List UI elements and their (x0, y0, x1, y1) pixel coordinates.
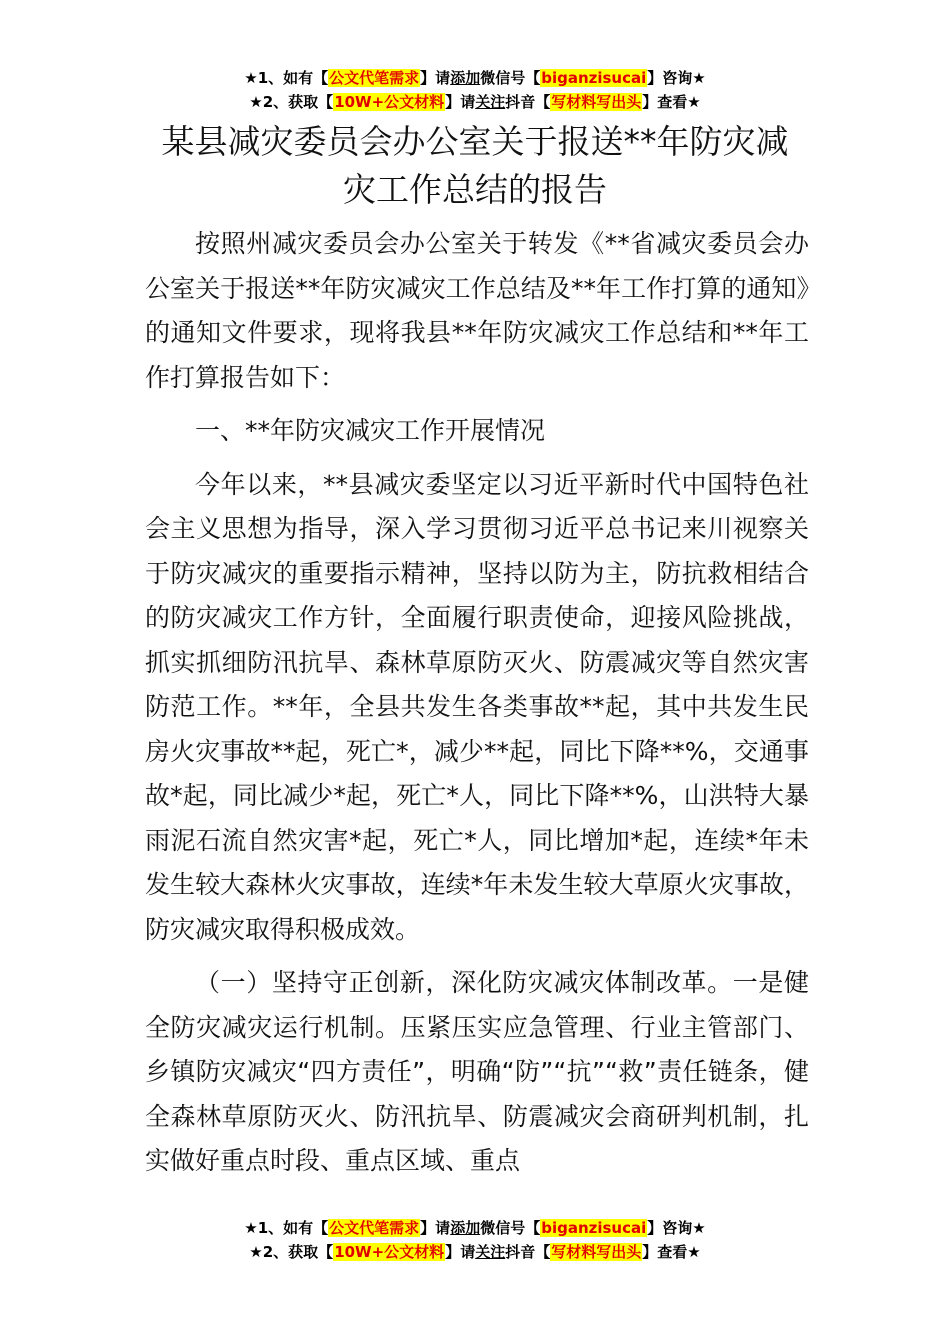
promo-highlight: 10W+公文材料 (334, 1243, 445, 1261)
promo-text: 】查看★ (642, 93, 701, 111)
promo-highlight: 公文代笔需求 (329, 1219, 420, 1237)
promo-text: ★2、获取【 (249, 93, 334, 111)
promo-underlined: 添加 (450, 69, 481, 87)
promo-text: 】请 (420, 1219, 451, 1237)
promo-underlined: 关注 (475, 1243, 506, 1261)
subsection-paragraph: （一）坚持守正创新，深化防灾减灾体制改革。一是健全防灾减灾运行机制。压紧压实应急管理、行业主管部门、乡镇防灾减灾“四方责任”，明确“防”“抗”“救”责任链条，健全森林草原防灭火、防汛抗旱、防震减灾会商研判机制，扎实做好重点时段、重点区域、重点 (145, 968, 809, 1175)
promo-text: 】咨询★ (647, 69, 706, 87)
promo-line-1 (0, 1216, 950, 1240)
promo-text: 抖音【 (505, 93, 551, 111)
promo-text: ★1、如有【 (244, 1219, 329, 1237)
promo-highlight: 10W+公文材料 (334, 93, 445, 111)
promo-banner-bottom (0, 1216, 950, 1264)
promo-text: 】查看★ (642, 1243, 701, 1261)
body-paragraph: 今年以来，**县减灾委坚定以习近平新时代中国特色社会主义思想为指导，深入学习贯彻习近平总书记来川视察关于防灾减灾的重要指示精神，坚持以防为主，防抗救相结合的防灾减灾工作方针，全面履行职责使命，迎接风险挑战，抓实抓细防汛抗旱、森林草原防灭火、防震减灾等自然灾害防范工作。**年，全县共发生各类事故**起，其中共发生民房火灾事故**起，死亡*，减少**起，同比下降**%，交通事故*起，同比减少*起，死亡*人，同比下降**%，山洪特大暴雨泥石流自然灾害*起，死亡*人，同比增加*起，连续*年未发生较大森林火灾事故，连续*年未发生较大草原火灾事故，防灾减灾取得积极成效。 (145, 469, 809, 944)
intro-paragraph: 按照州减灾委员会办公室关于转发《**省减灾委员会办公室关于报送**年防灾减灾工作总结及**年工作打算的通知》的通知文件要求，现将我县**年防灾减灾工作总结和**年工作打算报告如下： (145, 229, 809, 392)
document-body (145, 222, 809, 1184)
promo-text: 抖音【 (505, 1243, 551, 1261)
promo-line-2 (0, 90, 950, 114)
promo-text: ★1、如有【 (244, 69, 329, 87)
promo-text: ★2、获取【 (249, 1243, 334, 1261)
promo-highlight: 写材料写出头 (551, 93, 642, 111)
promo-text: 】咨询★ (647, 1219, 706, 1237)
promo-line-2 (0, 1240, 950, 1264)
promo-text: 】请 (420, 69, 451, 87)
promo-highlight: 写材料写出头 (551, 1243, 642, 1261)
promo-highlight: 公文代笔需求 (329, 69, 420, 87)
title-line-2: 灾工作总结的报告 (343, 170, 607, 209)
title-line-1: 某县减灾委员会办公室关于报送**年防灾减 (161, 122, 789, 161)
promo-text: 】请 (445, 1243, 476, 1261)
promo-text: 微信号【 (480, 69, 541, 87)
promo-underlined: 添加 (450, 1219, 481, 1237)
document-title (100, 118, 850, 214)
promo-highlight: biganzisucai (541, 1219, 647, 1237)
promo-banner-top (0, 66, 950, 114)
promo-text: 】请 (445, 93, 476, 111)
promo-highlight: biganzisucai (541, 69, 647, 87)
section-heading: 一、**年防灾减灾工作开展情况 (195, 416, 546, 445)
promo-underlined: 关注 (475, 93, 506, 111)
promo-line-1 (0, 66, 950, 90)
promo-text: 微信号【 (480, 1219, 541, 1237)
